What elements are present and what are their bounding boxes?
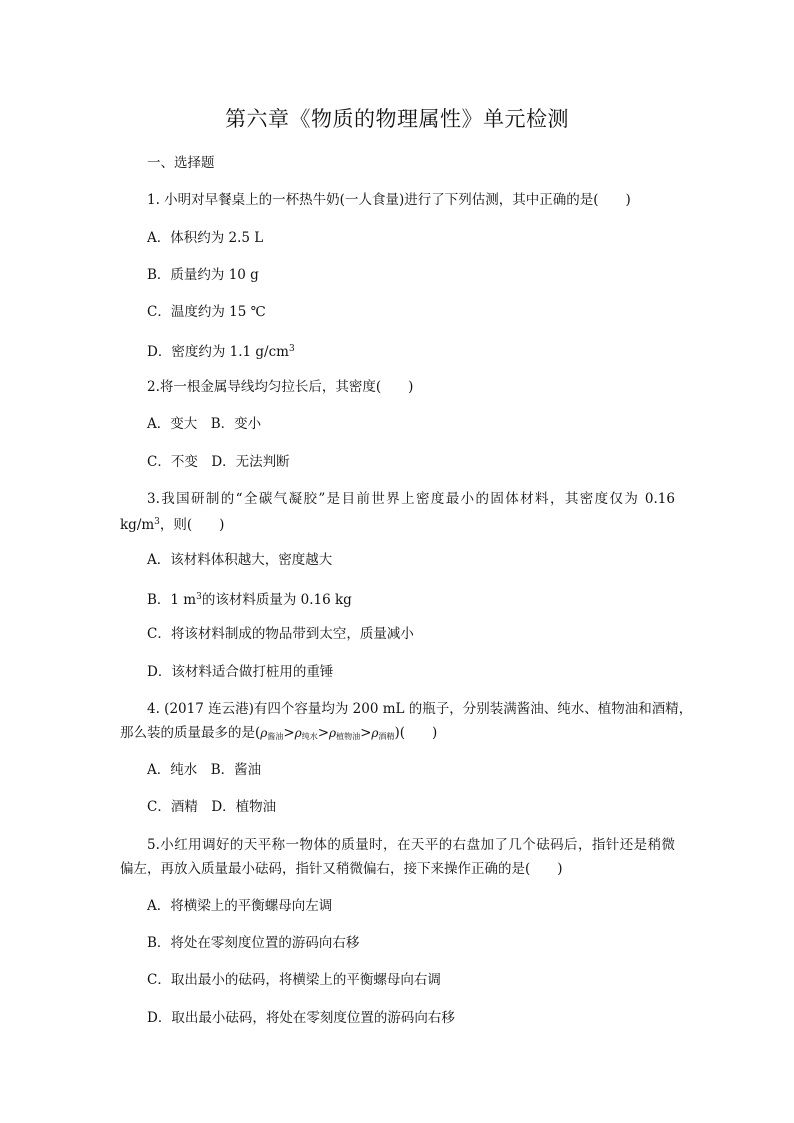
q3-stem-tail: ，则( ) bbox=[159, 517, 225, 533]
q1-option-d-text: D．密度约为 1.1 g/cm bbox=[147, 344, 289, 360]
rho-subscript-vegetable-oil: 植物油 bbox=[336, 732, 361, 741]
q1-option-d bbox=[147, 338, 295, 363]
q5-stem-line1: 5.小红用调好的天平称一物体的质量时，在天平的右盘加了几个砝码后，指针还是稍微 bbox=[147, 837, 675, 853]
q3-option-b-prefix: B．1 m bbox=[147, 592, 197, 608]
q2-stem: 2.将一根金属导线均匀拉长后，其密度( ) bbox=[147, 379, 414, 395]
rho-subscript-pure-water: 纯水 bbox=[301, 732, 318, 741]
q5-option-b: B．将处在零刻度位置的游码向右移 bbox=[147, 935, 360, 951]
q5-stem-line2: 偏左，再放入质量最小砝码，指针又稍微偏右，接下来操作正确的是( ) bbox=[120, 861, 563, 877]
q3-option-b bbox=[147, 586, 352, 611]
q2-options-ab: A．变大 B．变小 bbox=[147, 416, 262, 432]
greater-than: > bbox=[360, 725, 372, 741]
q3-option-d: D．该材料适合做打桩用的重锤 bbox=[147, 664, 334, 680]
q4-stem-suffix: )( ) bbox=[394, 725, 438, 741]
q3-option-c: C．将该材料制成的物品带到太空，质量减小 bbox=[147, 626, 414, 642]
q1-option-d-sup: 3 bbox=[288, 344, 295, 354]
rho-subscript-alcohol: 酒精 bbox=[378, 732, 395, 741]
document-title: 第六章《物质的物理属性》单元检测 bbox=[225, 107, 569, 131]
q3-option-b-sup: 3 bbox=[196, 592, 202, 602]
rho-symbol: ρ bbox=[329, 726, 337, 740]
q3-stem-line1: 3.我国研制的“全碳气凝胶”是目前世界上密度最小的固体材料，其密度仅为 0.16 bbox=[147, 491, 675, 507]
q3-stem-unit: kg/m bbox=[120, 517, 155, 533]
greater-than: > bbox=[317, 725, 330, 741]
q5-option-c: C．取出最小的砝码，将横梁上的平衡螺母向右调 bbox=[147, 972, 441, 988]
q1-option-c: C．温度约为 15 ℃ bbox=[147, 304, 266, 320]
q2-options-cd: C．不变 D．无法判断 bbox=[147, 454, 290, 470]
q4-options-ab: A．纯水 B．酱油 bbox=[147, 762, 262, 778]
q4-stem-line2 bbox=[120, 722, 437, 748]
q1-option-b: B．质量约为 10 g bbox=[147, 267, 259, 283]
q1-stem: 1. 小明对早餐桌上的一杯热牛奶(一人食量)进行了下列估测，其中正确的是( ) bbox=[147, 192, 631, 208]
q3-option-b-suffix: 的该材料质量为 0.16 kg bbox=[201, 592, 352, 608]
section-heading: 一、选择题 bbox=[147, 155, 215, 171]
greater-than: > bbox=[283, 725, 295, 741]
q1-option-a: A．体积约为 2.5 L bbox=[147, 230, 264, 246]
q5-option-a: A．将横梁上的平衡螺母向左调 bbox=[147, 898, 333, 914]
rho-symbol: ρ bbox=[294, 726, 302, 740]
rho-subscript-soy-sauce: 酱油 bbox=[267, 732, 284, 741]
q3-stem-line2 bbox=[120, 511, 224, 536]
q4-options-cd: C．酒精 D．植物油 bbox=[147, 799, 277, 815]
rho-symbol: ρ bbox=[371, 726, 379, 740]
q5-option-d: D．取出最小砝码，将处在零刻度位置的游码向右移 bbox=[147, 1010, 455, 1026]
q4-stem-prefix: 那么装的质量最多的是( bbox=[120, 725, 261, 741]
q3-stem-unit-sup: 3 bbox=[154, 517, 160, 527]
q4-stem-line1: 4. (2017 连云港)有四个容量均为 200 mL 的瓶子，分别装满酱油、纯水、植物油和酒精， bbox=[147, 701, 693, 717]
q3-option-a: A．该材料体积越大，密度越大 bbox=[147, 552, 333, 568]
rho-symbol: ρ bbox=[260, 726, 268, 740]
